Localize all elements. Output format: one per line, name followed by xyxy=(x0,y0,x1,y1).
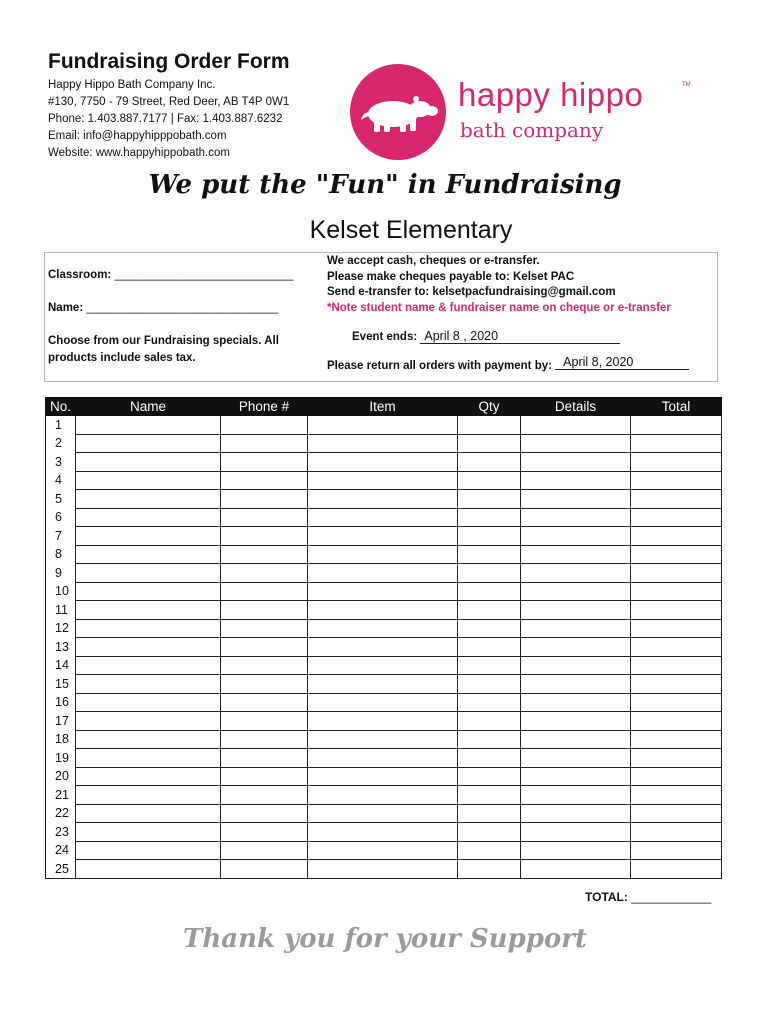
cell-qty[interactable] xyxy=(458,527,521,546)
row-number: 15 xyxy=(46,675,76,694)
cell-name[interactable] xyxy=(76,582,221,601)
cell-item[interactable] xyxy=(308,490,458,509)
cell-item[interactable] xyxy=(308,564,458,583)
cell-details[interactable] xyxy=(521,582,631,601)
school-name: Kelset Elementary xyxy=(309,216,513,244)
cell-details[interactable] xyxy=(521,619,631,638)
form-title: Fundraising Order Form xyxy=(48,50,290,73)
table-header xyxy=(46,398,722,416)
cell-total[interactable] xyxy=(631,860,722,879)
cell-total[interactable] xyxy=(631,786,722,805)
cell-details[interactable] xyxy=(521,490,631,509)
cell-qty[interactable] xyxy=(458,434,521,453)
cell-details[interactable] xyxy=(521,675,631,694)
row-number: 7 xyxy=(46,527,76,546)
cell-phone[interactable] xyxy=(221,453,308,472)
cell-qty[interactable] xyxy=(458,582,521,601)
cell-qty[interactable] xyxy=(458,841,521,860)
etransfer-email: Send e-transfer to: kelsetpacfundraising@gmail.com xyxy=(327,286,616,298)
cell-total[interactable] xyxy=(631,656,722,675)
cell-name[interactable] xyxy=(76,434,221,453)
cell-name[interactable] xyxy=(76,823,221,842)
company-phone: Phone: 1.403.887.7177 | Fax: 1.403.887.6232 xyxy=(48,113,283,125)
cell-details[interactable] xyxy=(521,693,631,712)
cell-name[interactable] xyxy=(76,453,221,472)
table-row xyxy=(46,490,722,509)
table-row xyxy=(46,804,722,823)
cell-qty[interactable] xyxy=(458,619,521,638)
cell-qty[interactable] xyxy=(458,823,521,842)
name-row xyxy=(48,302,278,314)
event-ends-row xyxy=(352,329,620,344)
row-number: 11 xyxy=(46,601,76,620)
classroom-row xyxy=(48,269,294,281)
cell-phone[interactable] xyxy=(221,490,308,509)
cell-item[interactable] xyxy=(308,656,458,675)
row-number: 22 xyxy=(46,804,76,823)
cell-name[interactable] xyxy=(76,619,221,638)
logo-subtitle: bath company xyxy=(460,118,604,142)
cell-total[interactable] xyxy=(631,508,722,527)
payment-info xyxy=(327,254,671,316)
row-number: 12 xyxy=(46,619,76,638)
row-number: 14 xyxy=(46,656,76,675)
classroom-label: Classroom: xyxy=(48,269,112,281)
row-number: 4 xyxy=(46,471,76,490)
cell-phone[interactable] xyxy=(221,693,308,712)
table-row xyxy=(46,693,722,712)
cell-details[interactable] xyxy=(521,860,631,879)
cell-details[interactable] xyxy=(521,638,631,657)
row-number: 23 xyxy=(46,823,76,842)
total-field[interactable]: ____________ xyxy=(631,890,712,904)
cell-qty[interactable] xyxy=(458,712,521,731)
table-row xyxy=(46,545,722,564)
cell-name[interactable] xyxy=(76,693,221,712)
cell-name[interactable] xyxy=(76,730,221,749)
cell-phone[interactable] xyxy=(221,749,308,768)
cell-total[interactable] xyxy=(631,841,722,860)
cell-name[interactable] xyxy=(76,749,221,768)
cell-item[interactable] xyxy=(308,693,458,712)
event-ends-value: April 8 , 2020 xyxy=(420,329,620,344)
cell-name[interactable] xyxy=(76,564,221,583)
cell-name[interactable] xyxy=(76,804,221,823)
cell-total[interactable] xyxy=(631,527,722,546)
table-row xyxy=(46,841,722,860)
cell-details[interactable] xyxy=(521,416,631,435)
table-row xyxy=(46,453,722,472)
cell-item[interactable] xyxy=(308,582,458,601)
return-by-label: Please return all orders with payment by: xyxy=(327,360,552,372)
cell-details[interactable] xyxy=(521,527,631,546)
row-number: 21 xyxy=(46,786,76,805)
cell-phone[interactable] xyxy=(221,823,308,842)
cell-name[interactable] xyxy=(76,656,221,675)
company-info xyxy=(48,77,289,162)
cell-phone[interactable] xyxy=(221,416,308,435)
cell-total[interactable] xyxy=(631,453,722,472)
table-row xyxy=(46,656,722,675)
cell-item[interactable] xyxy=(308,804,458,823)
cell-phone[interactable] xyxy=(221,804,308,823)
row-number: 13 xyxy=(46,638,76,657)
company-website: Website: www.happyhippobath.com xyxy=(48,147,230,159)
col-total: Total xyxy=(631,398,722,416)
row-number: 10 xyxy=(46,582,76,601)
cell-item[interactable] xyxy=(308,749,458,768)
cell-qty[interactable] xyxy=(458,675,521,694)
table-row xyxy=(46,434,722,453)
cell-item[interactable] xyxy=(308,471,458,490)
table-row xyxy=(46,601,722,620)
table-row xyxy=(46,749,722,768)
cell-total[interactable] xyxy=(631,416,722,435)
cell-item[interactable] xyxy=(308,675,458,694)
cell-phone[interactable] xyxy=(221,619,308,638)
table-row xyxy=(46,860,722,879)
table-row xyxy=(46,471,722,490)
cell-name[interactable] xyxy=(76,841,221,860)
cell-details[interactable] xyxy=(521,767,631,786)
cell-details[interactable] xyxy=(521,786,631,805)
info-box xyxy=(44,252,718,382)
cell-phone[interactable] xyxy=(221,675,308,694)
cell-total[interactable] xyxy=(631,434,722,453)
table-row xyxy=(46,416,722,435)
row-number: 9 xyxy=(46,564,76,583)
table-row xyxy=(46,767,722,786)
table-row xyxy=(46,730,722,749)
cell-item[interactable] xyxy=(308,823,458,842)
cell-item[interactable] xyxy=(308,712,458,731)
table-row xyxy=(46,527,722,546)
cell-qty[interactable] xyxy=(458,416,521,435)
cell-qty[interactable] xyxy=(458,860,521,879)
cell-item[interactable] xyxy=(308,434,458,453)
order-rows xyxy=(46,416,722,879)
cell-total[interactable] xyxy=(631,545,722,564)
cell-qty[interactable] xyxy=(458,508,521,527)
cell-details[interactable] xyxy=(521,564,631,583)
company-logo xyxy=(350,64,695,160)
payment-note: *Note student name & fundraiser name on cheque or e-transfer xyxy=(327,301,671,314)
cell-phone[interactable] xyxy=(221,656,308,675)
cell-total[interactable] xyxy=(631,619,722,638)
cell-phone[interactable] xyxy=(221,434,308,453)
row-number: 25 xyxy=(46,860,76,879)
cell-phone[interactable] xyxy=(221,508,308,527)
cell-total[interactable] xyxy=(631,693,722,712)
row-number: 17 xyxy=(46,712,76,731)
col-details: Details xyxy=(521,398,631,416)
row-number: 2 xyxy=(46,434,76,453)
row-number: 19 xyxy=(46,749,76,768)
cell-qty[interactable] xyxy=(458,804,521,823)
cell-qty[interactable] xyxy=(458,601,521,620)
cell-item[interactable] xyxy=(308,527,458,546)
cell-item[interactable] xyxy=(308,619,458,638)
thank-you-message: Thank you for your Support xyxy=(183,924,587,954)
cell-phone[interactable] xyxy=(221,841,308,860)
cell-phone[interactable] xyxy=(221,786,308,805)
cell-details[interactable] xyxy=(521,471,631,490)
name-label: Name: xyxy=(48,302,84,314)
cell-item[interactable] xyxy=(308,545,458,564)
hippo-icon xyxy=(350,64,446,160)
cell-qty[interactable] xyxy=(458,564,521,583)
cell-name[interactable] xyxy=(76,545,221,564)
row-number: 3 xyxy=(46,453,76,472)
cell-item[interactable] xyxy=(308,416,458,435)
payable-to: Please make cheques payable to: Kelset PAC xyxy=(327,270,575,283)
col-qty: Qty xyxy=(458,398,521,416)
cell-name[interactable] xyxy=(76,416,221,435)
row-number: 18 xyxy=(46,730,76,749)
col-item: Item xyxy=(308,398,458,416)
row-number: 5 xyxy=(46,490,76,509)
col-name: Name xyxy=(76,398,221,416)
cell-phone[interactable] xyxy=(221,527,308,546)
payment-methods: We accept cash, cheques or e-transfer. xyxy=(327,255,540,267)
cell-item[interactable] xyxy=(308,453,458,472)
return-by-row xyxy=(327,355,689,373)
cell-phone[interactable] xyxy=(221,730,308,749)
cell-total[interactable] xyxy=(631,767,722,786)
total-label: TOTAL: xyxy=(585,890,628,904)
cell-details[interactable] xyxy=(521,730,631,749)
table-row xyxy=(46,619,722,638)
logo-name: happy hippo xyxy=(458,76,644,113)
cell-phone[interactable] xyxy=(221,582,308,601)
cell-qty[interactable] xyxy=(458,490,521,509)
cell-item[interactable] xyxy=(308,860,458,879)
cell-name[interactable] xyxy=(76,712,221,731)
table-row xyxy=(46,508,722,527)
cell-details[interactable] xyxy=(521,841,631,860)
cell-name[interactable] xyxy=(76,527,221,546)
table-row xyxy=(46,564,722,583)
cell-phone[interactable] xyxy=(221,564,308,583)
slogan: We put the "Fun" in Fundraising xyxy=(148,170,622,200)
cell-qty[interactable] xyxy=(458,453,521,472)
logo-trademark: TM xyxy=(682,82,691,88)
cell-qty[interactable] xyxy=(458,786,521,805)
col-phone: Phone # xyxy=(221,398,308,416)
cell-phone[interactable] xyxy=(221,638,308,657)
cell-name[interactable] xyxy=(76,786,221,805)
cell-phone[interactable] xyxy=(221,601,308,620)
cell-item[interactable] xyxy=(308,767,458,786)
table-row xyxy=(46,582,722,601)
cell-qty[interactable] xyxy=(458,693,521,712)
cell-qty[interactable] xyxy=(458,749,521,768)
cell-details[interactable] xyxy=(521,453,631,472)
cell-item[interactable] xyxy=(308,730,458,749)
cell-total[interactable] xyxy=(631,730,722,749)
table-row xyxy=(46,786,722,805)
cell-phone[interactable] xyxy=(221,860,308,879)
cell-item[interactable] xyxy=(308,841,458,860)
cell-details[interactable] xyxy=(521,804,631,823)
row-number: 1 xyxy=(46,416,76,435)
classroom-field[interactable]: ____________________________ xyxy=(114,269,294,281)
cell-phone[interactable] xyxy=(221,712,308,731)
table-row xyxy=(46,823,722,842)
grand-total xyxy=(585,890,711,904)
company-email: Email: info@happyhipppobath.com xyxy=(48,130,227,142)
cell-name[interactable] xyxy=(76,675,221,694)
logo-circle xyxy=(350,64,446,160)
cell-name[interactable] xyxy=(76,601,221,620)
cell-qty[interactable] xyxy=(458,730,521,749)
cell-name[interactable] xyxy=(76,490,221,509)
row-number: 8 xyxy=(46,545,76,564)
cell-qty[interactable] xyxy=(458,545,521,564)
cell-name[interactable] xyxy=(76,471,221,490)
cell-details[interactable] xyxy=(521,434,631,453)
cell-phone[interactable] xyxy=(221,767,308,786)
cell-total[interactable] xyxy=(631,804,722,823)
cell-qty[interactable] xyxy=(458,638,521,657)
row-number: 20 xyxy=(46,767,76,786)
table-row xyxy=(46,712,722,731)
cell-qty[interactable] xyxy=(458,767,521,786)
row-number: 24 xyxy=(46,841,76,860)
return-by-value: April 8, 2020 xyxy=(555,355,689,370)
cell-details[interactable] xyxy=(521,749,631,768)
cell-total[interactable] xyxy=(631,749,722,768)
order-table xyxy=(45,397,722,879)
cell-item[interactable] xyxy=(308,786,458,805)
cell-qty[interactable] xyxy=(458,471,521,490)
table-row xyxy=(46,675,722,694)
row-number: 6 xyxy=(46,508,76,527)
specials-text: Choose from our Fundraising specials. All products include sales tax. xyxy=(48,335,279,364)
cell-details[interactable] xyxy=(521,712,631,731)
table-row xyxy=(46,638,722,657)
cell-details[interactable] xyxy=(521,823,631,842)
cell-details[interactable] xyxy=(521,601,631,620)
cell-total[interactable] xyxy=(631,638,722,657)
cell-total[interactable] xyxy=(631,490,722,509)
cell-total[interactable] xyxy=(631,471,722,490)
cell-total[interactable] xyxy=(631,712,722,731)
cell-item[interactable] xyxy=(308,638,458,657)
cell-total[interactable] xyxy=(631,675,722,694)
event-ends-label: Event ends: xyxy=(352,331,418,343)
cell-details[interactable] xyxy=(521,545,631,564)
cell-qty[interactable] xyxy=(458,656,521,675)
cell-total[interactable] xyxy=(631,582,722,601)
row-number: 16 xyxy=(46,693,76,712)
cell-total[interactable] xyxy=(631,564,722,583)
cell-name[interactable] xyxy=(76,767,221,786)
cell-phone[interactable] xyxy=(221,545,308,564)
cell-total[interactable] xyxy=(631,823,722,842)
cell-details[interactable] xyxy=(521,656,631,675)
name-field[interactable]: ______________________________ xyxy=(86,302,279,314)
col-no: No. xyxy=(46,398,76,416)
company-address: #130, 7750 - 79 Street, Red Deer, AB T4P 0W1 xyxy=(48,96,290,108)
cell-name[interactable] xyxy=(76,860,221,879)
cell-name[interactable] xyxy=(76,638,221,657)
cell-item[interactable] xyxy=(308,508,458,527)
cell-item[interactable] xyxy=(308,601,458,620)
cell-name[interactable] xyxy=(76,508,221,527)
company-name: Happy Hippo Bath Company Inc. xyxy=(48,79,216,91)
cell-total[interactable] xyxy=(631,601,722,620)
cell-details[interactable] xyxy=(521,508,631,527)
cell-phone[interactable] xyxy=(221,471,308,490)
